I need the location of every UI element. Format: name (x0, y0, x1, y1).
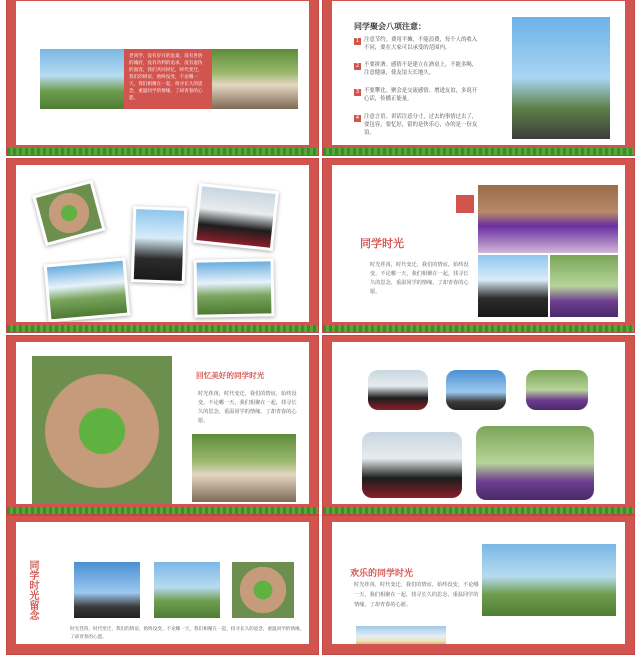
photo-frame-hands (32, 180, 105, 246)
photo-girls-trees (192, 434, 296, 502)
photo-graduates-group-small (368, 370, 428, 410)
photo-students-lawn (197, 261, 272, 314)
bullet-1-num: 1 (355, 38, 360, 44)
photo-students-bicycles-large (482, 544, 616, 616)
photo-caps-silhouette (74, 562, 140, 618)
slide-5-title: 回忆美好的同学时光 (196, 371, 265, 380)
slide-2-canvas (332, 1, 625, 145)
slide-1-text: 老同学、没有岁月的沧桑，没有世俗的城府，没有功利的追求，没有虚伪的面容，我们共同回忆，时代变迁，我们的情谊，始终没变，不论哪一天，我们相聚在一起，找寻长久的思念，重温同学的情缘，了却青春的心愿。 (129, 54, 203, 101)
slide-6-canvas (332, 342, 625, 504)
slide-4-body: 时光荏苒，时代变迁，我们的情谊，始终没变。不论哪一天，我们相聚在一起，找寻长久的思念，重温同学的情缘，了却青春的心愿。 (370, 262, 469, 295)
photo-girls-guitar (212, 49, 298, 109)
bullet-3-text: 不要攀比。聚会是交流感情、增进友谊，多说开心话，传播正能量。 (364, 88, 478, 102)
bullet-3-num: 3 (355, 89, 360, 95)
slide-3[interactable] (6, 158, 319, 333)
slide-2[interactable] (322, 0, 635, 156)
slide-4[interactable] (322, 158, 635, 333)
photo-graduates-walking (476, 426, 594, 500)
slide-3-canvas (16, 165, 309, 322)
grass-strip (7, 148, 318, 155)
slide-8-canvas (332, 522, 625, 644)
slide-5[interactable] (6, 335, 319, 515)
photo-graduates-group (196, 186, 275, 247)
bullet-1-text: 注意节约。费用平摊，不能浪费，每个人的收入不同，要在大家可以承受的范围内。 (364, 37, 478, 51)
photo-frame-campus (44, 258, 131, 322)
photo-campus-building (47, 261, 127, 319)
slide-8-body: 时光荏苒，时代变迁，我们的情谊，始终没变。不论哪一天，我们相聚在一起，找寻长久的思念，重温同学的情缘，了却青春的心愿。 (354, 582, 479, 608)
slide-5-body: 时光荏苒，时代变迁，我们的情谊，始终没变。不论哪一天，我们相聚在一起，找寻长久的思念，重温同学的情缘，了却青春的心愿。 (198, 391, 297, 424)
slide-1-canvas (16, 1, 309, 145)
photo-caps-sky-small (446, 370, 506, 410)
slide-6[interactable] (322, 335, 635, 515)
slide-7[interactable] (6, 515, 319, 655)
photo-graduates-trees (550, 255, 618, 317)
slide-7-title: 同学时光留念 (27, 560, 38, 620)
bullet-2-num: 2 (355, 63, 360, 69)
slide-1[interactable] (6, 0, 319, 156)
slide-4-title: 同学时光 (360, 237, 404, 250)
photo-hands-circle (36, 184, 102, 243)
photo-students-field (40, 49, 124, 109)
bullet-4-num: 4 (355, 115, 360, 121)
slide-4-canvas (332, 165, 625, 322)
slide-7-caption: 时光荏苒，时代变迁，我们的情谊，始终没变。不论哪一天，我们相聚在一起，找寻长久的思念，重温同学的情缘，了却青春的心愿。 (70, 627, 305, 640)
photo-hands-ring (232, 562, 294, 618)
grass-strip (323, 325, 634, 332)
slide-2-title: 同学聚会八项注意： (354, 22, 426, 31)
bullet-2-text: 不要拼酒。感情不是建立在酒桌上，不能多喝，注意健康，使友谊天长地久。 (364, 62, 478, 76)
photo-caps-sky (478, 255, 548, 317)
grass-strip (7, 325, 318, 332)
photo-group-on-bridge (512, 17, 610, 139)
photo-graduates-cheer (478, 185, 618, 253)
slide-8[interactable] (322, 515, 635, 655)
grass-strip (7, 507, 318, 514)
slide-1-textbox (124, 49, 212, 109)
bullet-4-text: 注意言语。讲话注意分寸，过去的事情过去了，要包容，要忆好，留的是快乐心，办的是一份友谊。 (364, 114, 478, 136)
grass-strip (323, 507, 634, 514)
slide-5-canvas (16, 342, 309, 504)
photo-caps-thrown (134, 209, 184, 281)
slide-7-canvas (16, 522, 309, 644)
photo-graduate-portrait (526, 370, 588, 410)
red-square-accent (456, 195, 474, 213)
photo-frame-lawn (193, 258, 274, 317)
photo-hands-grass (32, 356, 172, 504)
slide-8-title: 欢乐的同学时光 (350, 569, 414, 579)
photo-frame-caps (131, 206, 188, 284)
photo-students-bicycles (154, 562, 220, 618)
photo-three-graduates (362, 432, 462, 498)
photo-frame-graduates (193, 183, 279, 251)
grass-strip (323, 148, 634, 155)
photo-sky-strip (356, 626, 446, 644)
